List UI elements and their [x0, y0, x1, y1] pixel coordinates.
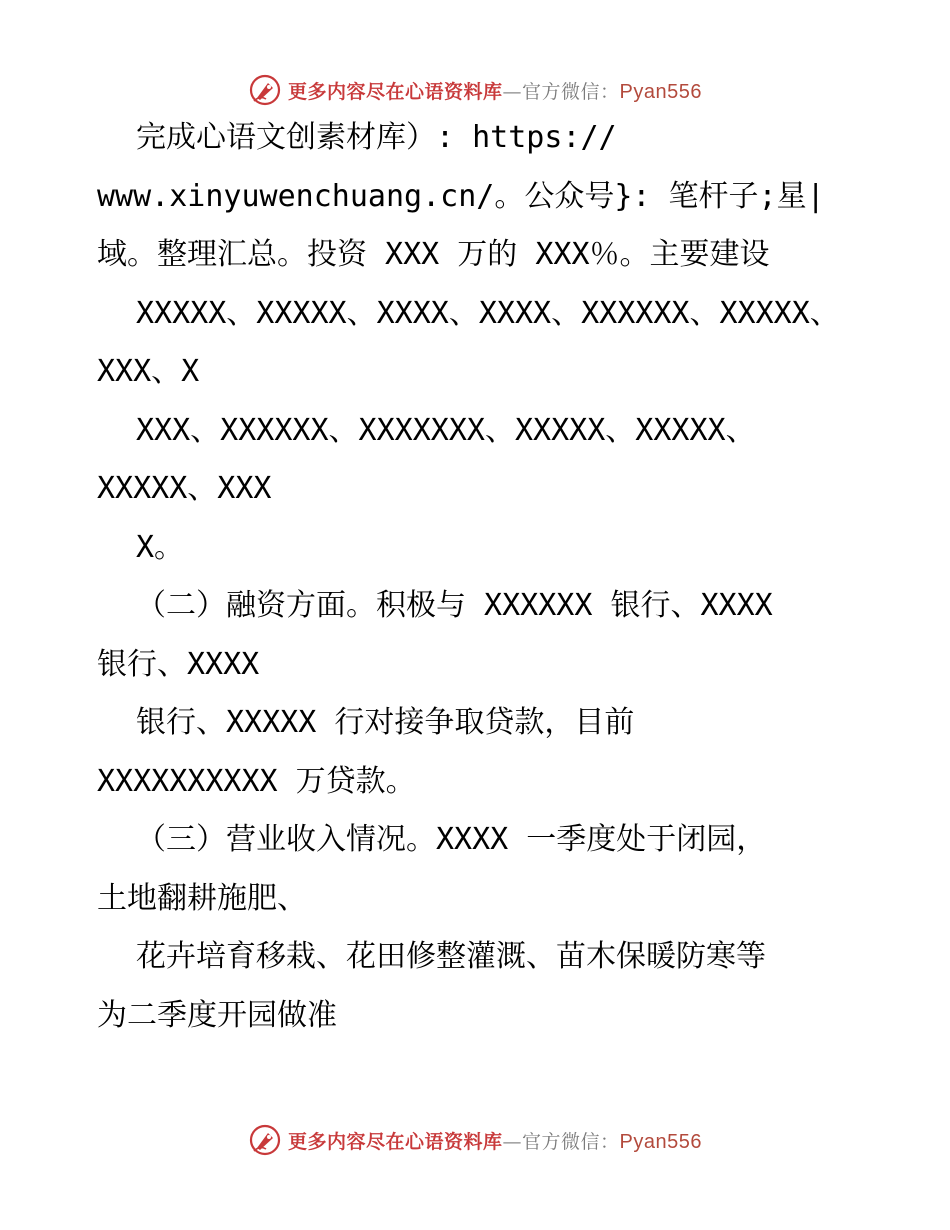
- pen-nib-logo-icon: [248, 73, 282, 107]
- body-line: XXXXXXXXXX 万贷款。: [97, 764, 416, 799]
- banner-site-name: 更多内容尽在心语资料库: [288, 80, 503, 103]
- banner-dash: —: [502, 80, 523, 103]
- body-line: XXX、XXXXXX、XXXXXXX、XXXXX、XXXXX、: [136, 413, 756, 448]
- body-line: 完成心语文创素材库）: https://: [136, 120, 617, 155]
- pen-nib-logo-icon: [248, 1123, 282, 1157]
- body-line: XXX、X: [97, 354, 200, 389]
- footer-banner: [0, 1120, 950, 1160]
- body-line: X。: [136, 530, 185, 565]
- body-line: （二）融资方面。积极与 XXXXXX 银行、XXXX: [136, 588, 773, 623]
- body-line: www.xinyuwenchuang.cn/。公众号}: 笔杆子;星|: [97, 179, 825, 214]
- banner-wechat-id: Pyan556: [619, 1130, 702, 1153]
- banner-site-name: 更多内容尽在心语资料库: [288, 1130, 503, 1153]
- body-line: 银行、XXXX: [97, 647, 260, 682]
- header-banner: [0, 70, 950, 110]
- body-line: 域。整理汇总。投资 XXX 万的 XXX％。主要建设: [97, 237, 770, 272]
- body-line: 为二季度开园做准: [97, 998, 337, 1033]
- banner-wechat-id: Pyan556: [619, 80, 702, 103]
- body-line: XXXXX、XXX: [97, 471, 272, 506]
- banner-wechat-label: 官方微信：: [522, 80, 620, 103]
- body-line: 银行、XXXXX 行对接争取贷款，目前: [136, 705, 635, 740]
- banner-caption: [288, 1127, 702, 1154]
- body-line: 土地翻耕施肥、: [97, 881, 307, 916]
- banner-dash: —: [502, 1130, 523, 1153]
- banner-caption: [288, 77, 702, 104]
- body-line: XXXXX、XXXXX、XXXX、XXXX、XXXXXX、XXXXX、: [136, 296, 840, 331]
- banner-wechat-label: 官方微信：: [522, 1130, 620, 1153]
- body-line: 花卉培育移栽、花田修整灌溉、苗木保暖防寒等: [136, 939, 766, 974]
- body-line: （三）营业收入情况。XXXX 一季度处于闭园，: [136, 822, 767, 857]
